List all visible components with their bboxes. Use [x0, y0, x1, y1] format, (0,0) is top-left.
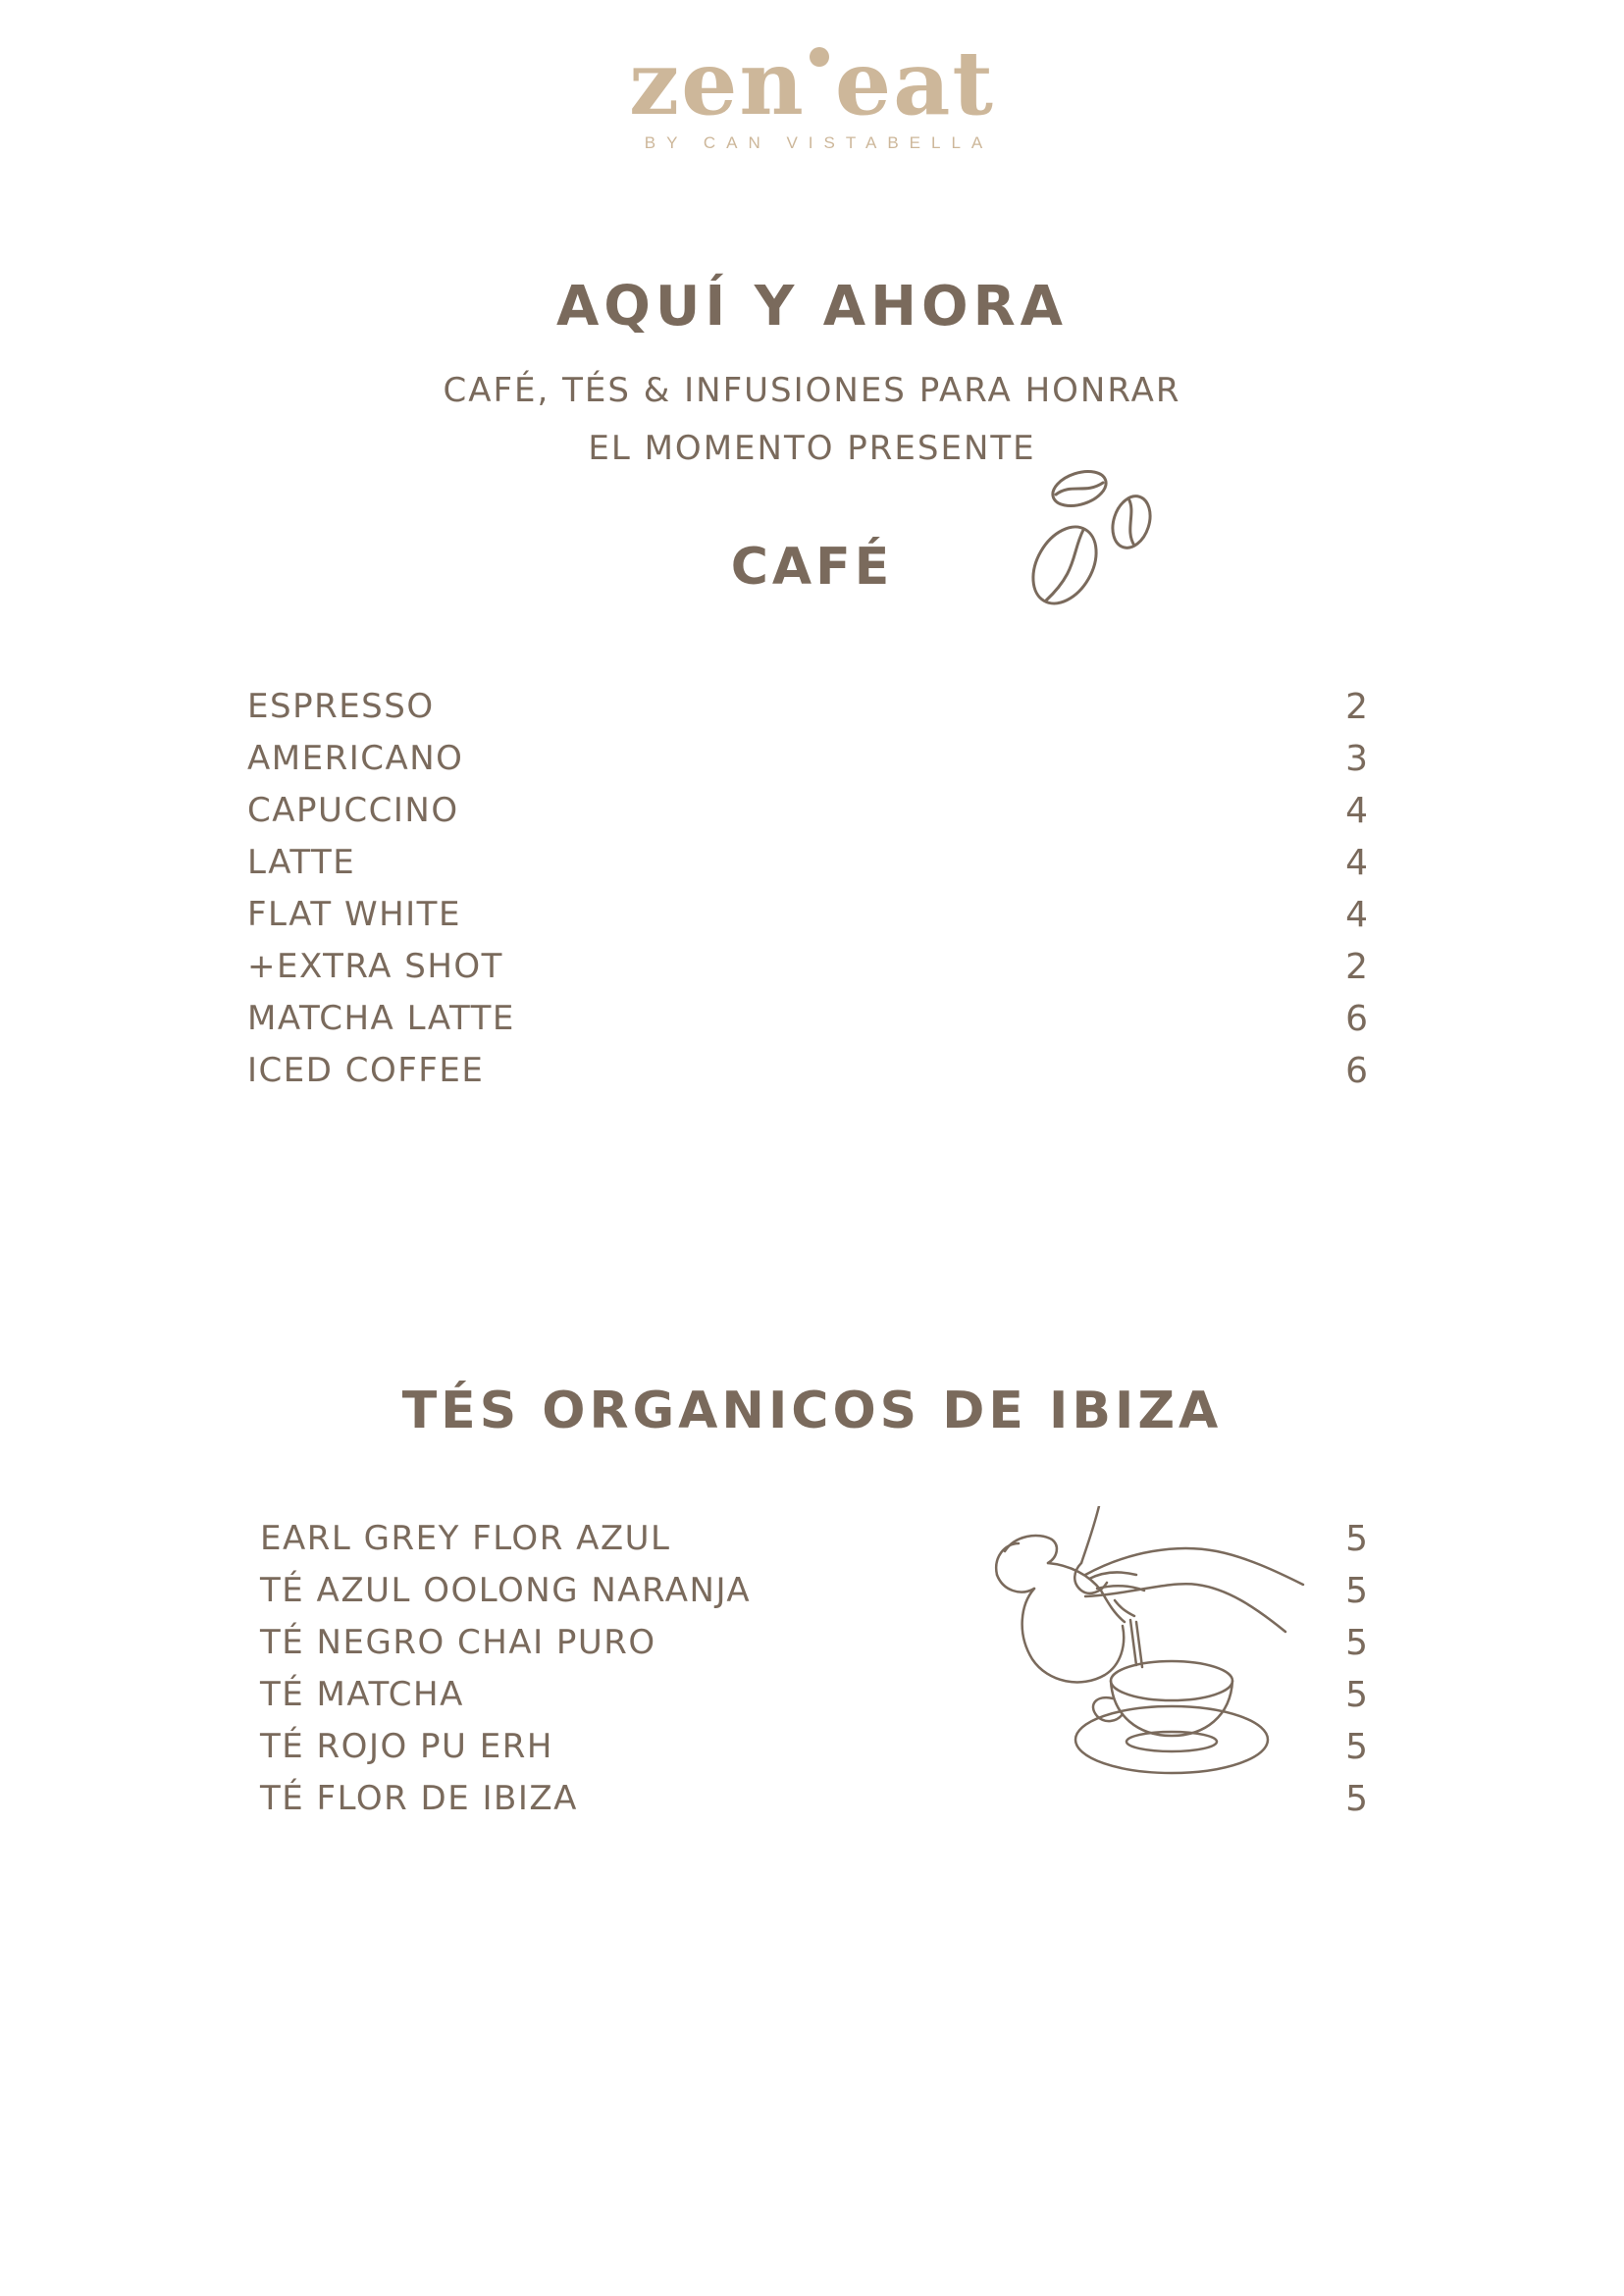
menu-item-price: 4: [1345, 791, 1368, 831]
page-subtitle-line1: CAFÉ, TÉS & INFUSIONES PARA HONRAR: [443, 371, 1181, 410]
menu-item-price: 5: [1345, 1727, 1368, 1767]
logo-word-left: zen: [629, 31, 806, 135]
menu-item: [247, 895, 1368, 947]
menu-item: [247, 843, 1368, 895]
menu-item: [247, 1051, 1368, 1103]
menu-item-name: CAPUCCINO: [247, 791, 459, 830]
menu-item-name: TÉ MATCHA: [260, 1675, 464, 1714]
menu-item-price: 5: [1345, 1519, 1368, 1559]
menu-item-name: AMERICANO: [247, 739, 464, 778]
menu-item: [247, 739, 1368, 791]
menu-item: [247, 947, 1368, 999]
menu-item-price: 6: [1345, 1051, 1368, 1091]
menu-item-price: 2: [1345, 687, 1368, 727]
menu-item-price: 3: [1345, 739, 1368, 779]
menu-item-name: TÉ NEGRO CHAI PURO: [260, 1623, 656, 1662]
brand-logo: [0, 31, 1624, 153]
menu-item-price: 6: [1345, 999, 1368, 1039]
menu-item: [260, 1779, 1368, 1831]
page-subtitle-line2: EL MOMENTO PRESENTE: [588, 429, 1036, 468]
logo-subtitle: BY CAN VISTABELLA: [644, 133, 994, 152]
logo-wordmark: [629, 31, 995, 135]
menu-item-price: 5: [1345, 1779, 1368, 1819]
section-title-cafe: CAFÉ: [730, 538, 894, 597]
menu-item-name: LATTE: [247, 843, 356, 882]
section-title-tes: TÉS ORGANICOS DE IBIZA: [401, 1382, 1223, 1440]
menu-item: [247, 791, 1368, 843]
menu-item-name: FLAT WHITE: [247, 895, 461, 934]
menu-item-price: 2: [1345, 947, 1368, 987]
menu-item-price: 4: [1345, 843, 1368, 883]
logo-word-right: eat: [834, 31, 995, 135]
menu-item-name: +EXTRA SHOT: [247, 947, 503, 986]
menu-item-price: 5: [1345, 1675, 1368, 1715]
menu-item-name: MATCHA LATTE: [247, 999, 515, 1038]
menu-item-name: TÉ FLOR DE IBIZA: [260, 1779, 578, 1818]
menu-item-name: TÉ ROJO PU ERH: [260, 1727, 553, 1766]
menu-item-price: 5: [1345, 1571, 1368, 1611]
menu-item-name: ICED COFFEE: [247, 1051, 485, 1090]
menu-item-price: 5: [1345, 1623, 1368, 1663]
coffee-beans-icon: [1021, 461, 1158, 608]
menu-item-name: ESPRESSO: [247, 687, 435, 726]
logo-dot-icon: [810, 47, 829, 67]
teapot-pouring-icon: [991, 1506, 1315, 1786]
page-title: AQUÍ Y AHORA: [555, 275, 1069, 339]
menu-list-cafe: [247, 687, 1368, 1103]
menu-item-name: EARL GREY FLOR AZUL: [260, 1519, 671, 1558]
menu-item: [247, 999, 1368, 1051]
menu-item-price: 4: [1345, 895, 1368, 935]
menu-item-name: TÉ AZUL OOLONG NARANJA: [260, 1571, 752, 1610]
menu-item: [247, 687, 1368, 739]
